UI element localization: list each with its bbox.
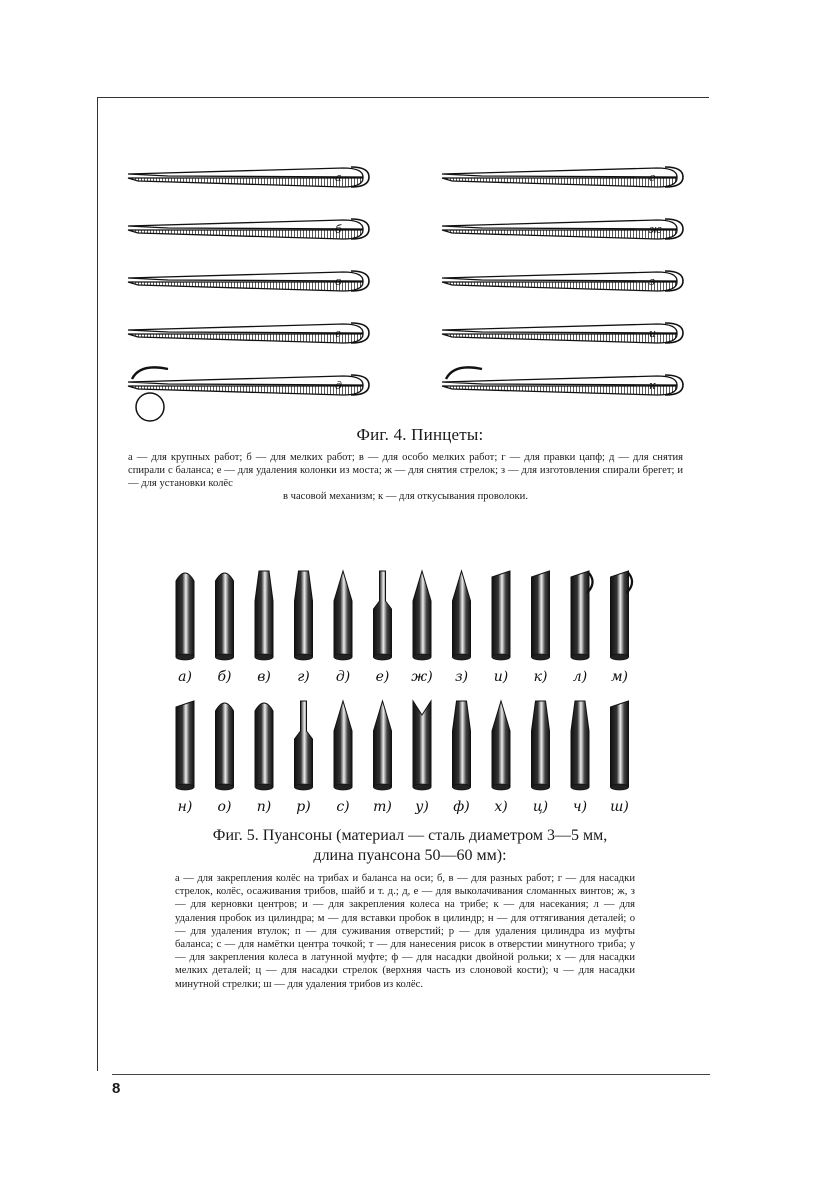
punch-label: м) xyxy=(610,669,629,685)
page-frame-bottom xyxy=(112,1074,710,1075)
punch-24 xyxy=(610,701,629,815)
punch-label: о) xyxy=(217,799,232,815)
tweezer-3 xyxy=(128,271,369,291)
punch-label: ч) xyxy=(572,799,588,815)
figure-5-caption-line-1: Фиг. 5. Пуансоны (материал — сталь диаметром 3—5 мм, xyxy=(212,827,608,844)
tweezer-label: к xyxy=(649,379,656,392)
tweezer-label: е xyxy=(649,171,656,184)
figure-5-description: а — для закрепления колёс на трибах и баланса на оси; б, в — для разных работ; г — для насадки стрелок, колёс, осаживания трибов, шайб и т. д.; д, е — для выколачивания сломанных винтов; ж, з — для керновки центров; и — для закрепления колеса на трибе; к — для насекания; л — для удаления пробок из цилиндра; м — для вставки пробок в цилиндр; н — для оттягивания деталей; о — для удаления втулок; п — для суживания отверстий; р — для удаления цилиндра из муфты баланса; с — для намётки центра точкой; т — для нанесения рисок в отверстии минутного триба; у — для закрепления колеса в латунной муфте; ф — для насадки двойной рольки; х — для насадки мелких деталей; ц — для насадки стрелок (верхняя часть из слоновой кости); ч — для насадки минутной стрелки; ш — для удаления трибов из колёс. xyxy=(175,873,635,990)
punch-20 xyxy=(453,701,471,815)
punch-6 xyxy=(374,571,392,685)
tweezer-label: в xyxy=(335,275,342,288)
punch-11 xyxy=(571,571,593,685)
punch-14 xyxy=(216,703,234,815)
punch-label: д) xyxy=(335,669,351,685)
figure-4-description-text: а — для крупных работ; б — для мелких работ; в — для особо мелких работ; г — для правки цапф; д — для снятия спирали с баланса; е — для удаления колонки из моста; ж — для снятия стрелок; з — для изготовления спирали брегет; и — для установки колёс xyxy=(128,452,683,489)
punch-3 xyxy=(255,571,273,685)
punch-label: ш) xyxy=(610,799,629,815)
tweezer-label: б xyxy=(335,223,342,236)
tweezer-label: а xyxy=(335,171,342,184)
punch-label: е) xyxy=(375,669,390,685)
tweezer-label: ж xyxy=(649,223,662,236)
tweezer-label: д xyxy=(335,379,342,392)
punch-label: л) xyxy=(572,669,588,685)
tweezer-4 xyxy=(128,323,369,343)
punch-9 xyxy=(492,571,510,685)
punch-17 xyxy=(334,701,352,815)
tweezer-10 xyxy=(442,367,683,395)
punch-label: ф) xyxy=(453,799,470,815)
punch-label: ж) xyxy=(411,669,433,685)
figure-5-caption xyxy=(160,826,660,866)
punch-10 xyxy=(532,571,550,685)
tweezer-6 xyxy=(442,167,683,187)
punch-1 xyxy=(176,573,194,685)
tweezer-1 xyxy=(128,167,369,187)
punch-label: у) xyxy=(415,799,429,815)
punch-22 xyxy=(532,701,550,815)
punch-2 xyxy=(216,573,234,685)
punch-label: ц) xyxy=(532,799,549,815)
tweezer-2 xyxy=(128,219,369,239)
punch-label: т) xyxy=(373,799,392,815)
figure-4-description xyxy=(128,451,683,503)
punch-8 xyxy=(453,571,471,685)
tweezer-label: г xyxy=(335,327,341,340)
punch-12 xyxy=(611,571,633,685)
tweezer-8 xyxy=(442,271,683,291)
punch-label: и) xyxy=(493,669,509,685)
tweezer-label: и xyxy=(649,327,657,340)
tweezer-5 xyxy=(128,367,369,421)
punch-label: н) xyxy=(177,799,193,815)
punch-7 xyxy=(411,571,432,685)
page-frame-left xyxy=(97,97,98,1071)
punch-4 xyxy=(295,571,313,685)
punch-label: х) xyxy=(494,799,508,815)
punch-18 xyxy=(373,701,392,815)
tweezer-9 xyxy=(442,323,683,343)
figure-4-description-last-line: в часовой механизм; к — для откусывания проволоки. xyxy=(283,491,528,502)
punch-label: в) xyxy=(257,669,271,685)
page-number: 8 xyxy=(112,1080,121,1097)
figure-5-punches-illustration xyxy=(170,565,640,830)
page-frame-top xyxy=(97,97,709,98)
punch-21 xyxy=(492,701,510,815)
figure-5-caption-line-2: длина пуансона 50—60 мм): xyxy=(313,847,507,864)
punch-19 xyxy=(413,701,431,815)
punch-5 xyxy=(334,571,352,685)
punch-23 xyxy=(571,701,589,815)
punch-label: б) xyxy=(217,669,232,685)
punch-label: г) xyxy=(297,669,310,685)
punch-label: к) xyxy=(533,669,548,685)
balance-wheel-detail xyxy=(136,393,164,421)
punch-label: р) xyxy=(296,799,311,815)
punch-15 xyxy=(255,703,273,815)
punch-label: з) xyxy=(454,669,469,685)
tweezer-label: з xyxy=(649,275,655,288)
punch-13 xyxy=(176,701,194,815)
punch-16 xyxy=(295,701,313,815)
figure-4-tweezers-illustration xyxy=(120,145,700,425)
punch-label: п) xyxy=(256,799,272,815)
punch-label: с) xyxy=(336,799,350,815)
figure-4-caption: Фиг. 4. Пинцеты: xyxy=(356,425,484,444)
tweezer-7 xyxy=(442,219,683,239)
punch-label: а) xyxy=(178,669,192,685)
